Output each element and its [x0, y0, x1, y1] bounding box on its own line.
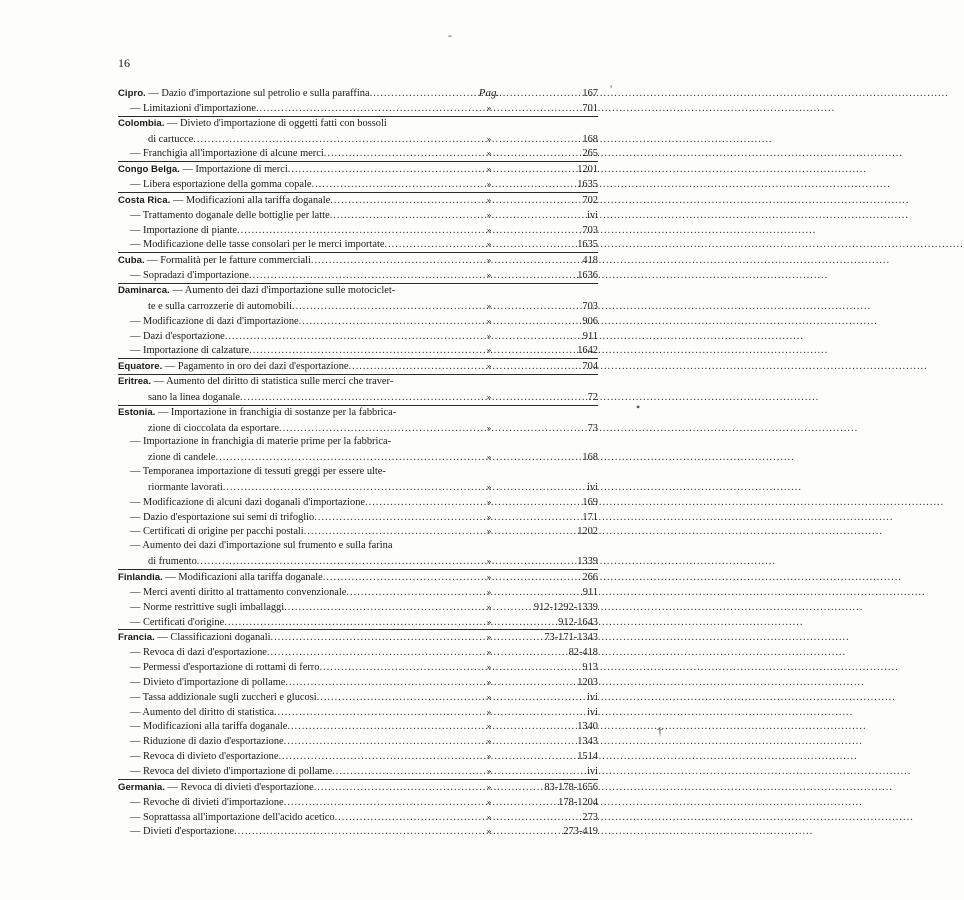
ditto-mark: » — [486, 361, 492, 372]
ditto-mark: » — [486, 572, 492, 582]
dot-leader — [335, 811, 472, 826]
margin-mark: - — [448, 28, 452, 42]
index-entry — [118, 749, 598, 764]
dot-leader — [284, 601, 472, 616]
index-entry — [118, 405, 598, 421]
index-entry — [118, 645, 598, 660]
dot-leader — [332, 765, 472, 780]
index-entry — [118, 450, 598, 465]
ditto-mark: » — [486, 796, 492, 807]
entry-text — [118, 811, 335, 826]
dot-leader — [274, 706, 472, 721]
index-entry — [118, 435, 598, 450]
page-reference: 1339 — [577, 556, 598, 568]
dot-leader — [287, 720, 472, 735]
entry-description: — Temporanea importazione di tessuti greggi per essere ulte- — [130, 466, 386, 478]
entry-description: — Modificazione di alcuni dazi doganali d'importazione — [130, 496, 366, 508]
index-entry — [118, 132, 598, 147]
entry-description: — Certificati di origine per pacchi postali — [130, 526, 304, 538]
index-entry — [118, 480, 598, 495]
ditto-mark: » — [486, 330, 492, 341]
entry-description: — Modificazione di dazi d'importazione — [130, 315, 299, 327]
ditto-mark: » — [486, 102, 492, 113]
page-reference: 906 — [582, 315, 598, 327]
index-entry — [118, 795, 598, 810]
index-entry — [118, 495, 598, 510]
entry-text — [118, 300, 292, 315]
page-reference: 703 — [582, 224, 598, 236]
page-reference: 171 — [582, 511, 598, 523]
ditto-mark: » — [486, 255, 492, 266]
index-entry — [118, 146, 598, 161]
ditto-mark: » — [486, 239, 492, 250]
entry-text — [118, 284, 395, 299]
ditto-mark: » — [486, 691, 492, 702]
margin-mark: † — [657, 724, 663, 738]
page-reference: 273 — [582, 811, 598, 823]
entry-description: — Divieto d'importazione di oggetti fatti con bossoli — [166, 117, 387, 129]
ditto-mark: » — [486, 391, 492, 402]
ditto-mark: » — [486, 526, 492, 537]
page-reference: 913 — [582, 662, 598, 674]
page-reference: 1202 — [577, 526, 598, 538]
entry-text — [118, 224, 237, 239]
ditto-mark: » — [486, 345, 492, 356]
index-entry — [118, 343, 598, 358]
page-reference: 1514 — [577, 751, 598, 763]
dot-leader — [234, 825, 472, 840]
index-entry — [118, 268, 598, 283]
index-entry — [118, 719, 598, 734]
entry-text — [118, 194, 330, 209]
ditto-mark: » — [486, 224, 492, 235]
entry-description: di cartucce — [148, 133, 194, 145]
dot-leader — [323, 571, 472, 586]
country-label: Congo Belga. — [118, 164, 180, 176]
entry-description: di frumento — [148, 556, 197, 568]
index-entry — [118, 314, 598, 329]
page-reference: 82-418 — [568, 647, 598, 659]
index-entry — [118, 764, 598, 779]
ditto-mark: » — [486, 194, 492, 205]
ditto-mark: » — [486, 496, 492, 507]
entry-text — [118, 163, 288, 178]
dot-leader — [299, 315, 472, 330]
dot-leader — [370, 87, 472, 102]
page-reference: 73 — [587, 422, 598, 434]
dot-leader — [324, 147, 472, 162]
entry-description: — Trattamento doganale delle bottiglie per latte — [130, 209, 330, 221]
country-label: Estonia. — [118, 406, 156, 418]
page-reference: 169 — [582, 496, 598, 508]
ditto-mark: » — [486, 736, 492, 747]
entry-description: — Classificazioni doganali — [157, 632, 271, 644]
ditto-mark: » — [486, 616, 492, 627]
entry-text — [118, 117, 387, 132]
index-entry — [118, 660, 598, 675]
entry-text — [118, 525, 304, 540]
page-reference: 912-1643 — [558, 616, 598, 628]
index-entry — [118, 510, 598, 525]
entry-text — [118, 765, 332, 780]
page-reference: 178-1204 — [558, 796, 598, 808]
page-reference: ivi — [587, 706, 598, 718]
entry-text — [118, 391, 240, 406]
index-entry — [118, 690, 598, 705]
ditto-mark: » — [486, 315, 492, 326]
page-label: Pag. — [478, 87, 500, 99]
index-entry — [118, 299, 598, 314]
dot-leader — [240, 391, 472, 406]
ditto-mark: » — [486, 300, 492, 311]
entry-description: — Soprattassa all'importazione dell'acido acetico — [130, 811, 335, 823]
country-label: Costa Rica. — [118, 194, 171, 206]
page-reference: 73-171-1343 — [544, 632, 598, 644]
entry-description: zione di candele — [148, 452, 216, 464]
page-reference: 265 — [582, 148, 598, 160]
entry-description: — Aumento dei dazi d'importazione sul frumento e sulla farina — [130, 540, 393, 552]
entry-text — [118, 706, 274, 721]
index-entry — [118, 192, 598, 208]
dot-leader — [223, 481, 472, 496]
page-reference: 702 — [582, 194, 598, 206]
entry-text — [118, 87, 370, 102]
index-entry — [118, 116, 598, 132]
entry-text — [118, 254, 311, 269]
dot-leader — [249, 344, 472, 359]
dot-leader — [249, 269, 472, 284]
dot-leader — [267, 646, 472, 661]
entry-text — [118, 586, 346, 601]
page-reference: ivi — [587, 481, 598, 493]
index-entry — [118, 585, 598, 600]
index-entry — [118, 421, 598, 436]
country-label: Francia. — [118, 632, 155, 644]
dot-leader — [330, 209, 472, 224]
entry-description: — Franchigia all'importazione di alcune merci — [130, 148, 324, 160]
entry-text — [118, 481, 223, 496]
index-entry — [118, 177, 598, 192]
entry-description: riormante lavorati — [148, 481, 223, 493]
entry-description: — Modificazioni alla tariffa doganale — [172, 194, 331, 206]
entry-description: — Dazi d'esportazione — [130, 330, 225, 342]
ditto-mark: » — [486, 586, 492, 597]
index-entry — [118, 161, 598, 177]
page-reference: ivi — [587, 209, 598, 221]
entry-description: — Revoca di divieto d'esportazione — [130, 751, 279, 763]
page-reference: 273-419 — [563, 826, 598, 838]
dot-leader — [278, 750, 472, 765]
page-reference: ivi — [587, 691, 598, 703]
country-label: Cipro. — [118, 88, 146, 99]
index-entry — [118, 824, 598, 839]
entry-description: — Riduzione di dazio d'esportazione — [130, 736, 284, 748]
entry-description: — Aumento dei dazi d'importazione sulle motociclet- — [172, 284, 396, 296]
entry-text — [118, 375, 393, 390]
ditto-mark: » — [486, 811, 492, 822]
entry-description: — Modificazioni alla tariffa doganale — [165, 572, 323, 583]
entry-description: — Modificazioni alla tariffa doganale — [130, 721, 288, 733]
entry-text — [118, 406, 396, 421]
entry-text — [118, 133, 193, 148]
entry-text — [118, 720, 287, 735]
index-entry — [118, 524, 598, 539]
ditto-mark: » — [486, 751, 492, 762]
entry-text — [118, 178, 311, 193]
entry-description: — Limitazioni d'importazione — [130, 102, 256, 114]
index-entry — [118, 283, 598, 299]
index-entry — [118, 390, 598, 405]
dot-leader — [284, 796, 472, 811]
entry-description: — Revoca del divieto d'importazione di pollame — [130, 765, 333, 777]
ditto-mark: » — [486, 209, 492, 220]
entry-description: — Merci aventi diritto al trattamento convenzionale — [130, 586, 347, 598]
ditto-mark: » — [486, 721, 492, 732]
entry-description: — Permessi d'esportazione di rottami di ferro — [130, 662, 320, 674]
page-reference: ivi — [587, 765, 598, 777]
index-entry — [118, 358, 598, 374]
entry-text — [118, 315, 299, 330]
ditto-mark: » — [486, 706, 492, 717]
dot-leader — [288, 163, 472, 178]
ditto-mark: » — [486, 647, 492, 658]
index-entry — [118, 675, 598, 690]
country-label: Colombia. — [118, 117, 165, 129]
entry-text — [118, 661, 319, 676]
ditto-mark: » — [486, 601, 492, 612]
ditto-mark: » — [486, 179, 492, 190]
index-entry — [118, 374, 598, 390]
entry-description: — Revoche di divieti d'importazione — [130, 796, 284, 808]
entry-text — [118, 825, 234, 840]
dot-leader — [237, 224, 472, 239]
dot-leader — [271, 631, 472, 646]
ditto-mark: » — [486, 826, 492, 837]
index-entry — [118, 223, 598, 238]
entry-text — [118, 555, 197, 570]
page-reference: 72 — [587, 391, 598, 403]
entry-text — [118, 601, 284, 616]
index-entry — [118, 465, 598, 480]
entry-text — [118, 631, 271, 646]
index-entry — [118, 539, 598, 554]
country-label: Finlandia. — [118, 572, 163, 583]
dot-leader — [197, 555, 472, 570]
entry-text — [118, 269, 249, 284]
entry-text — [118, 646, 267, 661]
dot-leader — [284, 735, 472, 750]
entry-text — [118, 422, 279, 437]
entry-text — [118, 750, 278, 765]
dot-leader — [285, 676, 472, 691]
entry-description: — Divieti d'esportazione — [130, 826, 235, 838]
page-reference: 1635 — [577, 239, 598, 251]
page-number: 16 — [118, 56, 130, 70]
entry-description: — Aumento del diritto di statistica — [130, 706, 275, 718]
ditto-mark: » — [486, 765, 492, 776]
ditto-mark: » — [486, 164, 492, 175]
entry-description: te e sulla carrozzerie di automobili — [148, 300, 292, 312]
entry-text — [118, 735, 284, 750]
entry-text — [118, 344, 249, 359]
page-reference: 168 — [582, 133, 598, 145]
page-reference: 704 — [582, 361, 598, 373]
entry-description: — Revoca di divieti d'esportazione — [167, 781, 314, 793]
page-reference: 266 — [582, 572, 598, 583]
country-label: Germania. — [118, 781, 165, 793]
entry-description: — Dazio d'importazione sul petrolio e sulla paraffina — [148, 88, 370, 99]
page-reference: 1201 — [577, 164, 598, 176]
ditto-mark: » — [486, 632, 492, 643]
entry-description: — Dazio d'esportazione sui semi di trifoglio — [130, 511, 315, 523]
page-reference: 1340 — [577, 721, 598, 733]
dot-leader — [314, 781, 472, 796]
entry-description: — Divieto d'importazione di pollame — [130, 676, 286, 688]
entry-text — [118, 571, 323, 586]
entry-text — [118, 209, 330, 224]
dot-leader — [216, 451, 472, 466]
index-entry — [118, 600, 598, 615]
country-label: Cuba. — [118, 255, 145, 267]
dot-leader — [365, 496, 472, 511]
ditto-mark: » — [486, 556, 492, 567]
index-entry — [118, 569, 598, 585]
index-entry — [118, 86, 598, 101]
index-entry — [118, 779, 598, 795]
index-entry — [118, 810, 598, 825]
dot-leader — [311, 178, 472, 193]
dot-leader — [256, 102, 472, 117]
entry-description: — Revoca di dazi d'esportazione — [130, 647, 267, 659]
entry-text — [118, 616, 224, 631]
entry-description: — Pagamento in oro dei dazi d'esportazione — [164, 361, 349, 373]
entry-description: sano la linea doganale — [148, 391, 241, 403]
ditto-mark: » — [486, 781, 492, 792]
entry-text — [118, 691, 317, 706]
entry-description: — Importazione di piante — [130, 224, 238, 236]
dot-leader — [384, 238, 472, 253]
index-list — [118, 86, 598, 839]
entry-text — [118, 435, 391, 450]
entry-description: — Certificati d'origine — [130, 616, 225, 628]
page-reference: 168 — [582, 452, 598, 464]
page-reference: 703 — [582, 300, 598, 312]
entry-text — [118, 781, 314, 796]
dot-leader — [304, 525, 472, 540]
ditto-mark: » — [486, 270, 492, 281]
entry-text — [118, 676, 285, 691]
dot-leader — [292, 300, 472, 315]
page-reference: 1642 — [577, 345, 598, 357]
entry-text — [118, 496, 365, 511]
ditto-mark: » — [486, 511, 492, 522]
dot-leader — [349, 360, 472, 375]
page-reference: 1636 — [577, 270, 598, 282]
entry-text — [118, 539, 392, 554]
entry-text — [118, 330, 225, 345]
country-label: Daminarca. — [118, 284, 170, 296]
index-entry — [118, 615, 598, 630]
margin-mark: • — [636, 400, 641, 414]
ditto-mark: » — [486, 133, 492, 144]
dot-leader — [224, 616, 472, 631]
ditto-mark: » — [486, 148, 492, 159]
entry-text — [118, 238, 384, 253]
entry-description: — Importazione di calzature — [130, 345, 250, 357]
ditto-mark: » — [486, 662, 492, 673]
index-entry — [118, 252, 598, 268]
margin-mark: ' — [610, 82, 613, 96]
entry-description: zione di cioccolata da esportare — [148, 422, 279, 434]
entry-description: — Norme restrittive sugli imballaggi — [130, 601, 285, 613]
entry-description: — Aumento del diritto di statistica sulle merci che traver- — [153, 376, 394, 388]
entry-text — [118, 360, 349, 375]
dot-leader — [225, 330, 472, 345]
entry-description: — Formalità per le fatture commerciali — [147, 255, 311, 267]
index-entry — [118, 329, 598, 344]
page-reference: 1343 — [577, 736, 598, 748]
ditto-mark: » — [486, 481, 492, 492]
index-entry — [118, 734, 598, 749]
page-reference: 701 — [582, 102, 598, 114]
index-entry — [118, 208, 598, 223]
ditto-mark: » — [486, 452, 492, 463]
country-label: Eritrea. — [118, 376, 152, 388]
index-entry — [118, 101, 598, 116]
country-label: Equatore. — [118, 361, 163, 373]
dot-leader — [330, 194, 472, 209]
page-reference: 912-1292-1339 — [533, 601, 598, 613]
index-entry — [118, 554, 598, 569]
dot-leader — [193, 133, 472, 148]
page-reference: 911 — [582, 330, 598, 342]
entry-description: — Importazione di merci — [182, 164, 288, 176]
dot-leader — [314, 511, 472, 526]
entry-description: — Sopradazi d'importazione — [130, 270, 250, 282]
entry-description: — Importazione in franchigia di sostanze per la fabbrica- — [157, 406, 397, 418]
entry-description: — Libera esportazione della gomma copale — [130, 179, 312, 191]
entry-text — [118, 465, 386, 480]
entry-description: — Tassa addizionale sugli zuccheri e glucosi — [130, 691, 317, 703]
page-reference: 1635 — [577, 179, 598, 191]
dot-leader — [311, 254, 472, 269]
entry-text — [118, 796, 284, 811]
entry-text — [118, 451, 216, 466]
dot-leader — [317, 691, 472, 706]
index-entry — [118, 237, 598, 252]
index-entry — [118, 705, 598, 720]
page-reference: 911 — [582, 586, 598, 598]
dot-leader — [346, 586, 472, 601]
ditto-mark: » — [486, 676, 492, 687]
entry-description: — Importazione in franchigia di materie prime per la fabbrica- — [130, 436, 392, 448]
dot-leader — [279, 422, 472, 437]
entry-text — [118, 511, 314, 526]
entry-text — [118, 147, 324, 162]
page-reference: 418 — [582, 255, 598, 267]
ditto-mark: » — [486, 422, 492, 433]
index-entry — [118, 629, 598, 645]
page-reference: 83-178-1656 — [544, 781, 598, 793]
dot-leader — [319, 661, 472, 676]
entry-description: — Modificazione delle tasse consolari per le merci importate — [130, 239, 385, 251]
entry-text — [118, 102, 256, 117]
page-reference: 167 — [582, 88, 598, 99]
page-reference: 1203 — [577, 676, 598, 688]
